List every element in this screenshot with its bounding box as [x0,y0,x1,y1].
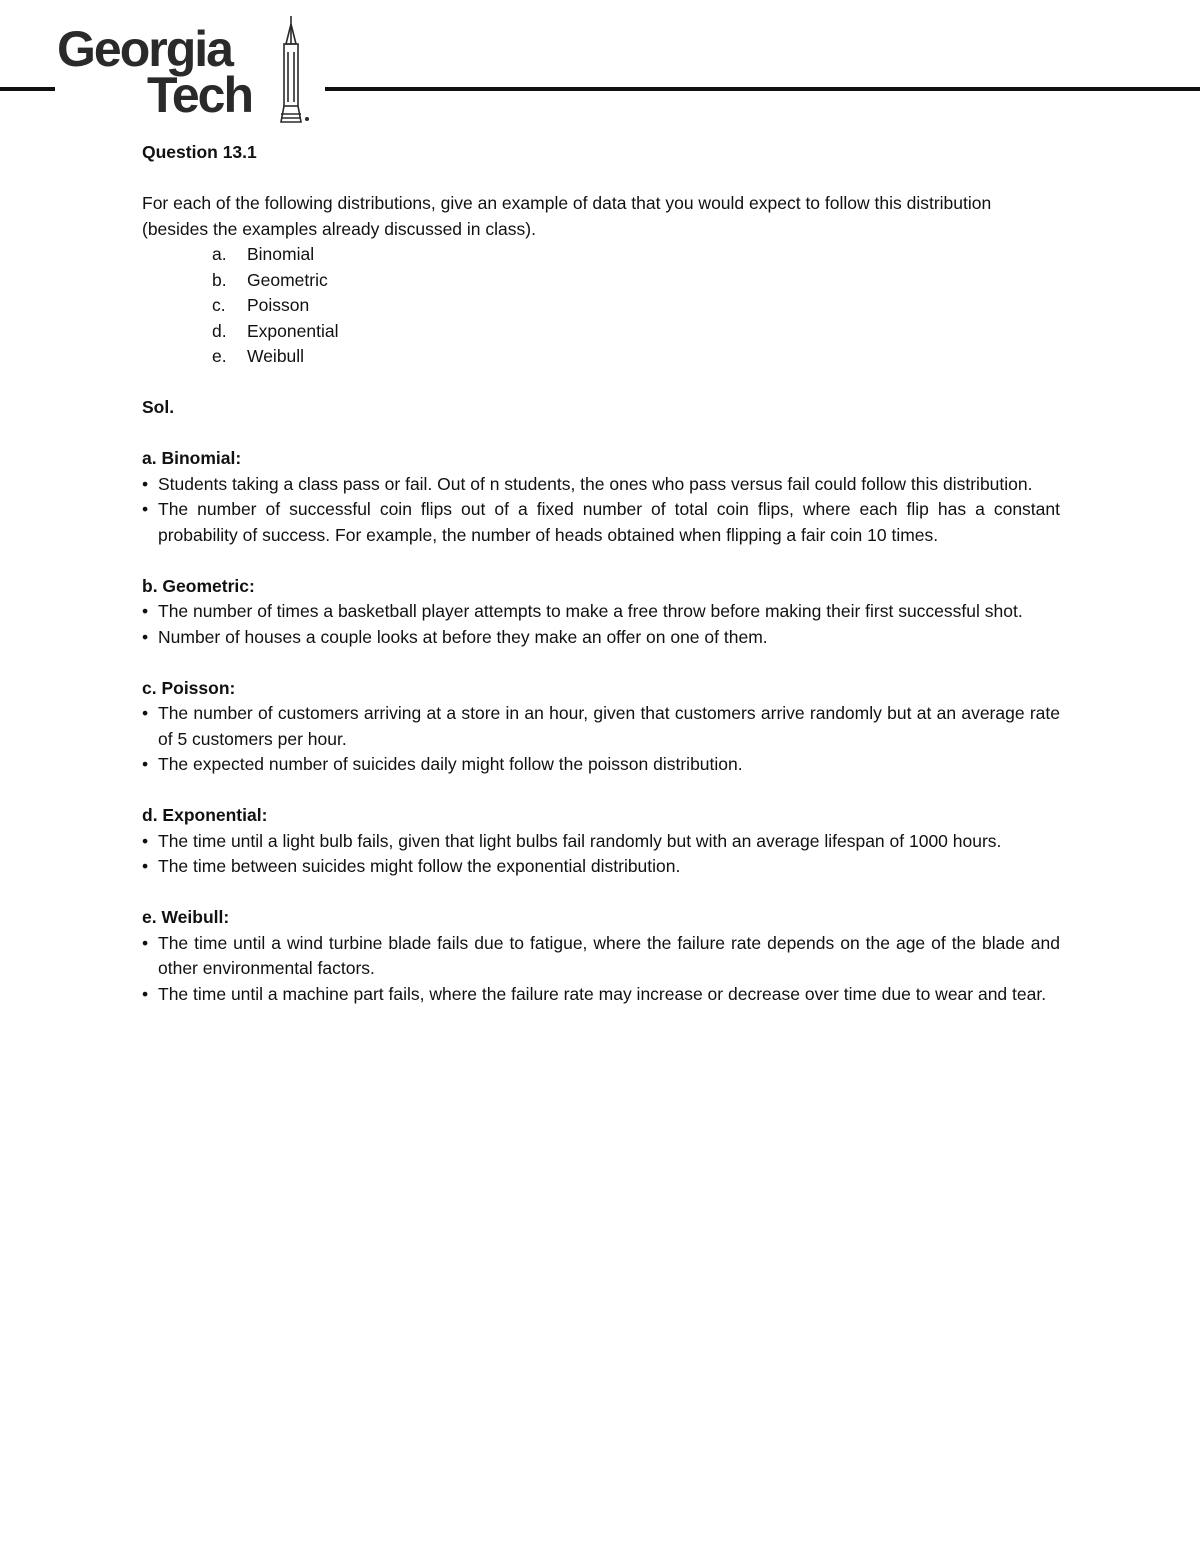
question-prompt: For each of the following distributions, give an example of data that you would expect to follow this distribution (besides the examples already discussed in class). [142,193,992,239]
option-letter: e. [212,346,227,366]
solution-section [142,446,1060,548]
option-label: Geometric [247,269,328,290]
bullet-dot-icon: • [142,626,149,647]
bullet-dot-icon: • [142,856,149,876]
option-item [212,242,1060,268]
option-label: Weibull [247,346,305,366]
bullet-text: The time until a machine part fails, where the failure rate may increase or decrease over time due to wear and tear. [158,983,1047,1004]
option-item [212,319,1060,345]
bullet-item [142,625,1060,651]
bullet-dot-icon: • [142,499,149,519]
bullet-dot-icon: • [142,830,149,851]
bullet-text: The number of customers arriving at a store in an hour, given that customers arrive randomly but at an average rate of 5 customers per hour. [158,703,1060,749]
option-label: Exponential [247,320,339,341]
bullet-list [142,931,1060,1008]
bullet-text: The time until a wind turbine blade fails due to fatigue, where the failure rate depends on the age of the blade and other environmental factors. [158,932,1060,978]
bullet-text: Students taking a class pass or fail. Out of n students, the ones who pass versus fail could follow this distribution. [158,473,1033,494]
bullet-item [142,497,1060,548]
document-body [142,140,1060,1033]
page-header [0,0,1200,135]
option-letter: d. [212,320,227,341]
bullet-item [142,599,1060,625]
section-heading: d. Exponential: [142,805,268,825]
question-title: Question 13.1 [142,142,257,162]
bullet-item [142,931,1060,982]
solution-label: Sol. [142,397,175,417]
bullet-list [142,472,1060,549]
bullet-dot-icon: • [142,601,149,621]
bullet-item [142,472,1060,498]
tower-icon [281,16,309,122]
bullet-text: The time between suicides might follow the exponential distribution. [158,856,681,876]
section-heading: b. Geometric: [142,575,255,596]
option-letter: b. [212,269,227,290]
bullet-dot-icon: • [142,703,149,723]
section-heading: a. Binomial: [142,448,242,468]
bullet-item [142,982,1060,1008]
section-heading: c. Poisson: [142,677,236,698]
section-heading: e. Weibull: [142,907,230,927]
bullet-dot-icon: • [142,983,149,1004]
bullet-dot-icon: • [142,754,149,774]
option-label: Binomial [247,244,315,264]
option-label: Poisson [247,295,310,315]
bullet-list [142,599,1060,650]
logo-line-1: Georgia [57,21,232,77]
solution-sections [142,446,1060,1007]
bullet-list [142,701,1060,778]
georgia-tech-logo [55,14,325,129]
bullet-text: Number of houses a couple looks at before they make an offer on one of them. [158,626,768,647]
solution-section [142,905,1060,1007]
option-letter: a. [212,244,227,264]
bullet-item [142,752,1060,778]
option-letter: c. [212,295,226,315]
option-item [212,268,1060,294]
logo-line-2: Tech [147,67,252,123]
bullet-text: The expected number of suicides daily might follow the poisson distribution. [158,754,743,774]
bullet-text: The number of successful coin flips out of a fixed number of total coin flips, where each flip has a constant probability of success. For example, the number of heads obtained when flipping a fair coin 10 times. [158,499,1060,545]
option-item [212,344,1060,370]
bullet-dot-icon: • [142,473,149,494]
option-item [212,293,1060,319]
bullet-item [142,701,1060,752]
solution-section [142,574,1060,651]
bullet-dot-icon: • [142,932,149,953]
bullet-list [142,829,1060,880]
distribution-options [142,242,1060,370]
solution-section [142,803,1060,880]
bullet-text: The number of times a basketball player attempts to make a free throw before making their first successful shot. [158,601,1023,621]
bullet-item [142,829,1060,855]
solution-section [142,676,1060,778]
bullet-item [142,854,1060,880]
bullet-text: The time until a light bulb fails, given that light bulbs fail randomly but with an average lifespan of 1000 hours. [158,830,1002,851]
